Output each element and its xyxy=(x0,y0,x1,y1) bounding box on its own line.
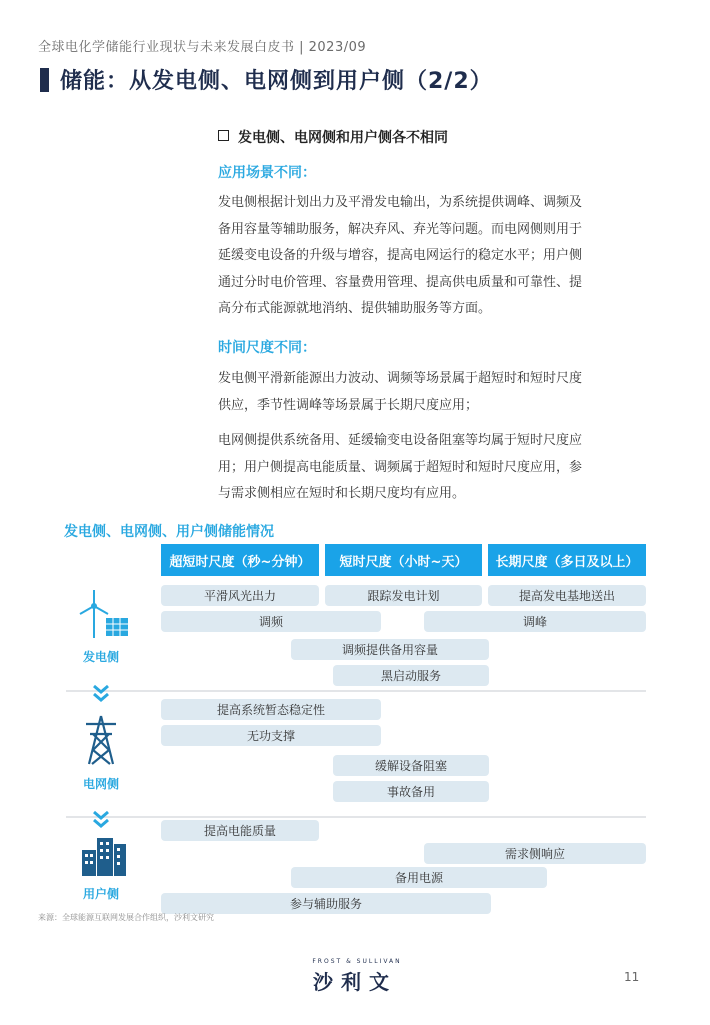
bar-black-start: 黑启动服务 xyxy=(333,665,489,686)
title-marker xyxy=(40,68,49,92)
bar-backup-power: 备用电源 xyxy=(291,867,547,888)
text-line: 与需求侧相应在短时和长期尺度均有应用。 xyxy=(218,486,466,501)
bar-frequency-reserve: 调频提供备用容量 xyxy=(291,639,489,660)
section-heading-text: 发电侧、电网侧和用户侧各不相同 xyxy=(238,130,448,146)
page-title: 储能：从发电侧、电网侧到用户侧（2/2） xyxy=(60,69,493,94)
app-scene-heading: 应用场景不同： xyxy=(218,165,316,181)
app-scene-paragraph xyxy=(218,190,646,323)
brand-small-text: FROST & SULLIVAN xyxy=(312,958,402,965)
power-tower-icon xyxy=(84,714,118,766)
text-line: 延缓变电设备的升级与增容，提高电网运行的稳定水平；用户侧 xyxy=(218,248,583,263)
bar-ancillary-services: 参与辅助服务 xyxy=(161,893,491,914)
time-scale-paragraph-2 xyxy=(218,428,646,508)
wind-solar-icon xyxy=(72,588,130,640)
source-note: 来源：全球能源互联网发展合作组织，沙利文研究 xyxy=(38,913,214,922)
time-scale-heading: 时间尺度不同： xyxy=(218,340,316,356)
bar-relieve-congestion: 缓解设备阻塞 xyxy=(333,755,489,776)
text-line: 通过分时电价管理、容量费用管理、提高供电质量和可靠性、提 xyxy=(218,274,583,290)
chevron-down-icon xyxy=(90,682,112,704)
bar-emergency-reserve: 事故备用 xyxy=(333,781,489,802)
column-header-ultra-short: 超短时尺度（秒~分钟） xyxy=(161,544,319,576)
bar-reactive-support: 无功支撑 xyxy=(161,725,381,746)
bar-frequency-regulation: 调频 xyxy=(161,611,381,632)
section-heading xyxy=(218,127,448,147)
document-header: 全球电化学储能行业现状与未来发展白皮书 | 2023/09 xyxy=(38,40,367,55)
bar-track-generation-plan: 跟踪发电计划 xyxy=(325,585,482,606)
text-line: 电网侧提供系统备用、延缓输变电设备阻塞等均属于短时尺度应 xyxy=(218,433,583,448)
group-divider xyxy=(66,816,646,818)
chevron-down-icon xyxy=(90,808,112,830)
group-label-user: 用户侧 xyxy=(82,887,119,901)
checkbox-bullet-icon xyxy=(218,130,229,141)
buildings-icon xyxy=(80,836,128,876)
group-label-grid: 电网侧 xyxy=(82,777,119,791)
text-line: 发电侧根据计划出力及平滑发电输出，为系统提供调峰、调频及 xyxy=(218,195,583,210)
brand-logo: 沙利文 xyxy=(313,970,397,994)
bar-increase-base-output: 提高发电基地送出 xyxy=(488,585,646,606)
page-number: 11 xyxy=(624,970,640,984)
group-label-generation: 发电侧 xyxy=(82,650,119,664)
text-line: 发电侧平滑新能源出力波动、调频等场景属于超短时和短时尺度 xyxy=(218,371,583,386)
text-line: 高分布式能源就地消纳、提供辅助服务等方面。 xyxy=(218,301,492,316)
bar-demand-response: 需求侧响应 xyxy=(424,843,646,864)
column-header-short: 短时尺度（小时~天） xyxy=(325,544,482,576)
bar-transient-stability: 提高系统暂态稳定性 xyxy=(161,699,381,720)
text-line: 供应，季节性调峰等场景属于长期尺度应用； xyxy=(218,397,479,413)
bar-smooth-output: 平滑风光出力 xyxy=(161,585,319,606)
text-line: 备用容量等辅助服务，解决弃风、弃光等问题。而电网侧则用于 xyxy=(218,221,583,237)
group-divider xyxy=(66,690,646,692)
bar-power-quality: 提高电能质量 xyxy=(161,820,319,841)
column-header-long: 长期尺度（多日及以上） xyxy=(488,544,646,576)
time-scale-paragraph-1 xyxy=(218,366,646,419)
chart-title: 发电侧、电网侧、用户侧储能情况 xyxy=(64,524,274,540)
text-line: 用；用户侧提高电能质量、调频属于超短时和短时尺度应用，参 xyxy=(218,459,583,475)
bar-peak-shaving: 调峰 xyxy=(424,611,646,632)
